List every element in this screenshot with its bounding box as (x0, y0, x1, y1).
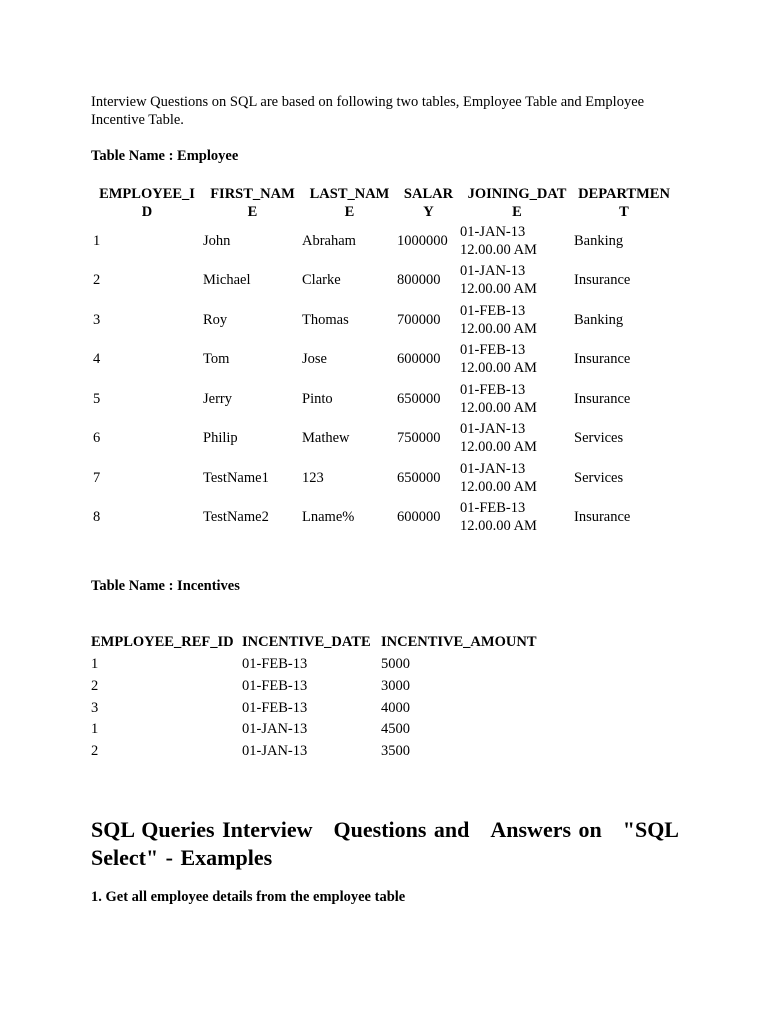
incentives-table (91, 633, 551, 764)
cell-employee-id: 7 (93, 469, 101, 486)
cell-employee-id: 4 (93, 351, 101, 368)
cell-salary: 650000 (397, 390, 441, 407)
cell-employee-id: 5 (93, 390, 101, 407)
cell-employee-ref-id: 2 (91, 743, 99, 760)
header-salary: SALAR Y (403, 186, 454, 220)
heading-word-1: SQL Queries Interview (91, 817, 313, 842)
cell-incentive-date: 01-FEB-13 (242, 699, 308, 716)
joining-date-day: 01-JAN-13 (460, 223, 526, 240)
heading-word-3: Answers on (490, 817, 602, 842)
cell-last-name: Thomas (302, 311, 349, 328)
cell-salary: 650000 (397, 469, 441, 486)
cell-joining-date (460, 261, 574, 301)
joining-date-time: 12.00.00 AM (460, 399, 537, 416)
cell-last-name: Pinto (302, 390, 333, 407)
cell-last-name: Jose (302, 351, 327, 368)
cell-department: Services (574, 469, 624, 486)
cell-first-name: Jerry (203, 390, 232, 407)
cell-department: Services (574, 430, 624, 447)
header-employee-ref-id: EMPLOYEE_REF_ID (91, 634, 234, 650)
cell-incentive-date: 01-FEB-13 (242, 677, 308, 694)
incentives-table-label: Table Name : Incentives (91, 578, 240, 594)
table-row (91, 221, 674, 261)
incentives-table-body (91, 655, 551, 764)
cell-first-name: John (203, 232, 231, 249)
cell-employee-ref-id: 1 (91, 656, 99, 672)
joining-date-day: 01-JAN-13 (460, 421, 526, 438)
cell-salary: 800000 (397, 272, 441, 289)
section-heading-line-2: Select" - Examples (91, 845, 273, 870)
question-1: 1. Get all employee details from the employee table (91, 889, 406, 905)
table-row (91, 720, 551, 742)
intro-paragraph (91, 93, 691, 129)
intro-line-1: Interview Questions on SQL are based on following two tables, Employee Table and Employee (91, 94, 645, 110)
joining-date-day: 01-FEB-13 (460, 302, 526, 319)
joining-date-time: 12.00.00 AM (460, 518, 537, 535)
cell-incentive-date: 01-JAN-13 (242, 721, 308, 738)
header-department: DEPARTMEN T (578, 186, 670, 220)
cell-department: Insurance (574, 272, 631, 289)
joining-date-day: 01-FEB-13 (460, 500, 526, 517)
cell-incentive-amount: 3500 (381, 743, 410, 760)
cell-employee-id: 6 (93, 430, 101, 447)
table-row (91, 340, 674, 380)
cell-employee-ref-id: 3 (91, 699, 99, 716)
header-employee-id: EMPLOYEE_I D (99, 186, 195, 220)
incentives-table-header-row (91, 633, 551, 655)
cell-employee-id: 2 (93, 272, 101, 289)
cell-joining-date (460, 221, 574, 261)
table-row (91, 677, 551, 699)
table-row (91, 300, 674, 340)
table-row (91, 498, 674, 538)
section-heading (91, 816, 679, 872)
cell-incentive-amount: 4500 (381, 721, 410, 738)
header-joining-date: JOINING_DAT E (467, 186, 567, 220)
table-row (91, 655, 551, 677)
employee-table (91, 185, 674, 537)
intro-line-2: Incentive Table. (91, 112, 184, 128)
cell-incentive-date: 01-JAN-13 (242, 743, 308, 760)
employee-table-header-row (91, 185, 674, 221)
cell-incentive-amount: 5000 (381, 656, 410, 672)
cell-salary: 750000 (397, 430, 441, 447)
table-row (91, 742, 551, 764)
cell-employee-id: 8 (93, 509, 101, 526)
cell-first-name: Roy (203, 311, 228, 328)
cell-joining-date (460, 419, 574, 459)
cell-last-name: Abraham (302, 232, 356, 249)
employee-table-label: Table Name : Employee (91, 148, 239, 164)
cell-joining-date (460, 458, 574, 498)
cell-first-name: Tom (203, 351, 230, 368)
cell-salary: 600000 (397, 351, 441, 368)
heading-word-4: "SQL (622, 817, 679, 842)
cell-employee-id: 1 (93, 232, 101, 249)
cell-last-name: Lname% (302, 509, 355, 526)
section-heading-line-1 (91, 816, 679, 844)
cell-first-name: Michael (203, 272, 251, 289)
cell-first-name: TestName2 (203, 509, 269, 526)
header-first-name: FIRST_NAM E (210, 186, 295, 220)
table-row (91, 699, 551, 721)
cell-joining-date (460, 300, 574, 340)
cell-employee-id: 3 (93, 311, 101, 328)
joining-date-day: 01-JAN-13 (460, 263, 526, 280)
header-incentive-date: INCENTIVE_DATE (242, 634, 371, 650)
header-last-name: LAST_NAM E (309, 186, 390, 220)
cell-last-name: 123 (302, 469, 324, 486)
table-row (91, 379, 674, 419)
cell-department: Insurance (574, 509, 631, 526)
employee-table-body (91, 221, 674, 537)
cell-department: Banking (574, 232, 624, 249)
cell-employee-ref-id: 2 (91, 677, 99, 694)
joining-date-time: 12.00.00 AM (460, 478, 537, 495)
joining-date-time: 12.00.00 AM (460, 439, 537, 456)
cell-salary: 700000 (397, 311, 441, 328)
cell-salary: 1000000 (397, 232, 448, 249)
cell-joining-date (460, 340, 574, 380)
joining-date-day: 01-FEB-13 (460, 342, 526, 359)
cell-first-name: TestName1 (203, 469, 269, 486)
table-row (91, 261, 674, 301)
cell-incentive-amount: 3000 (381, 677, 410, 694)
table-row (91, 419, 674, 459)
cell-joining-date (460, 498, 574, 538)
joining-date-time: 12.00.00 AM (460, 360, 537, 377)
table-row (91, 458, 674, 498)
cell-salary: 600000 (397, 509, 441, 526)
header-incentive-amount: INCENTIVE_AMOUNT (381, 634, 537, 650)
cell-last-name: Clarke (302, 272, 341, 289)
cell-department: Insurance (574, 351, 631, 368)
cell-incentive-date: 01-FEB-13 (242, 656, 308, 672)
joining-date-time: 12.00.00 AM (460, 320, 537, 337)
joining-date-time: 12.00.00 AM (460, 241, 537, 258)
cell-incentive-amount: 4000 (381, 699, 410, 716)
joining-date-day: 01-JAN-13 (460, 460, 526, 477)
cell-last-name: Mathew (302, 430, 350, 447)
cell-employee-ref-id: 1 (91, 721, 99, 738)
cell-department: Insurance (574, 390, 631, 407)
heading-word-2: Questions and (333, 817, 470, 842)
cell-joining-date (460, 379, 574, 419)
cell-department: Banking (574, 311, 624, 328)
cell-first-name: Philip (203, 430, 238, 447)
joining-date-day: 01-FEB-13 (460, 381, 526, 398)
joining-date-time: 12.00.00 AM (460, 281, 537, 298)
